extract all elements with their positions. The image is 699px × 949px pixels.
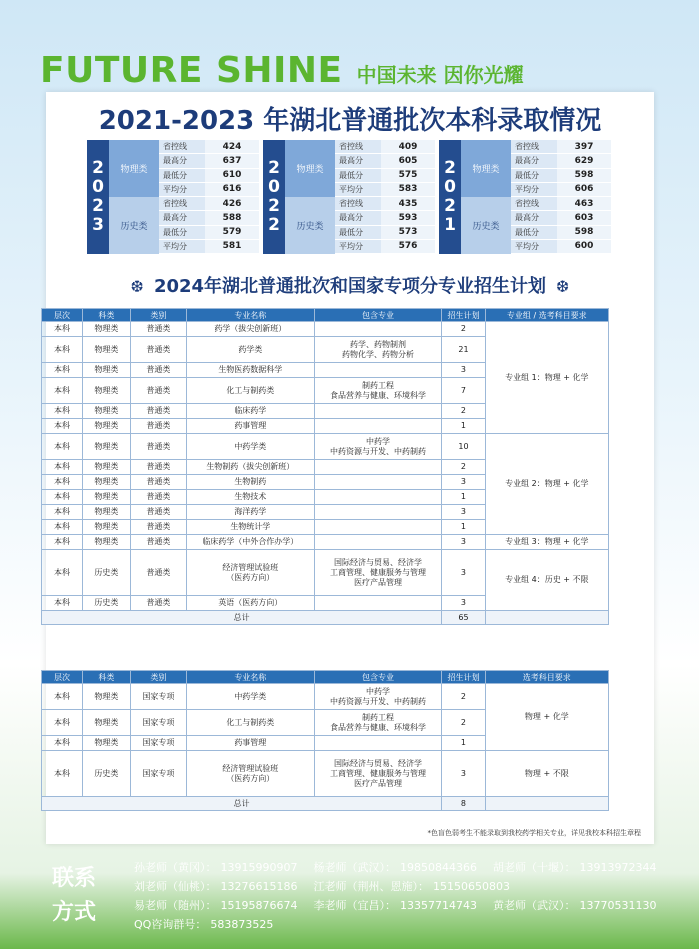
score-value: 593 [381,211,435,224]
type-cell: 普通类 [130,460,186,475]
score-value: 598 [557,169,611,182]
score-row [159,183,259,197]
type-cell: 国家专项 [130,684,186,710]
snowflake-icon: ❆ [556,277,570,296]
score-value: 616 [205,183,259,196]
includes-cell: 中药学 中药资源与开发、中药制药 [314,684,442,710]
major-cell: 临床药学（中外合作办学） [186,535,314,550]
level-cell: 本科 [42,404,83,419]
score-label: 平均分 [159,240,205,253]
contact-name: 杨老师（武汉）： [313,861,396,874]
history-groups [461,140,611,254]
score-label: 平均分 [511,183,557,196]
type-cell: 普通类 [130,475,186,490]
major-cell: 药事管理 [186,419,314,434]
subject-cell: 物理类 [83,520,131,535]
score-row [511,183,611,197]
count-cell: 2 [442,460,485,475]
score-label: 省控线 [335,197,381,210]
contact-name: QQ咨询群号： [134,918,207,931]
total-empty [485,611,608,625]
history-group [285,140,435,197]
major-cell: 英语（医药方向） [186,596,314,611]
table-row [42,684,609,710]
score-label: 最低分 [159,169,205,182]
level-cell: 本科 [42,337,83,363]
year-digit: 3 [92,215,104,235]
footnote: *色盲色弱考生不能录取到我校药学相关专业，详见我校本科招生章程 [427,829,641,837]
level-cell: 本科 [42,505,83,520]
score-row [511,154,611,168]
column-header: 科类 [83,309,131,322]
score-value: 397 [557,140,611,153]
score-row [159,154,259,168]
year-digit: 0 [444,177,456,197]
contact-phone: 13770531130 [579,899,657,912]
major-cell: 生物制药（拔尖创新班） [186,460,314,475]
major-cell: 临床药学 [186,404,314,419]
subject-cell: 物理类 [83,434,131,460]
count-cell: 1 [442,736,485,751]
subject-cell: 物理类 [83,419,131,434]
major-cell: 生物技术 [186,490,314,505]
score-rows [159,197,259,254]
contact-phone: 15195876674 [220,899,298,912]
score-label: 省控线 [159,140,205,153]
category-label: 物理类 [461,140,511,197]
type-cell: 普通类 [130,378,186,404]
score-row [159,197,259,211]
contact-section [0,852,699,949]
page-title: 2021-2023 年湖北普通批次本科录取情况 [98,106,602,136]
year-digit: 2 [268,158,280,178]
major-cell: 药学类 [186,337,314,363]
subject-cell: 物理类 [83,736,131,751]
score-value: 576 [381,240,435,253]
score-label: 省控线 [511,197,557,210]
category-label: 历史类 [461,197,511,254]
subject-cell: 历史类 [83,596,131,611]
major-cell: 经济管理试验班 （医药方向） [186,550,314,596]
history-groups [109,140,259,254]
score-row [335,140,435,154]
count-cell: 2 [442,404,485,419]
year-digit: 0 [92,177,104,197]
level-cell: 本科 [42,596,83,611]
score-rows [335,140,435,197]
score-rows [335,197,435,254]
column-header: 类别 [130,671,186,684]
brand-slogan: 中国未来 因你光耀 [356,63,524,87]
type-cell: 普通类 [130,434,186,460]
includes-cell [314,363,442,378]
history-block [439,140,611,254]
count-cell: 2 [442,684,485,710]
group-cell: 专业组 2：物理 + 化学 [485,434,608,535]
major-cell: 药学（拔尖创新班） [186,322,314,337]
contact-line [134,877,672,896]
contact-phone: 13357714743 [399,899,477,912]
score-value: 600 [557,240,611,253]
count-cell: 7 [442,378,485,404]
contact-label-line1: 联系 [52,866,97,891]
subject-cell: 物理类 [83,490,131,505]
contact-name: 易老师（随州）： [134,899,217,912]
includes-cell: 国际经济与贸易、经济学 工商管理、健康服务与管理 医疗产品管理 [314,751,442,797]
score-row [335,169,435,183]
score-label: 最高分 [511,154,557,167]
total-row [42,611,609,625]
includes-cell [314,460,442,475]
plan-header-row [42,309,609,322]
year-digit: 0 [268,177,280,197]
year-label [263,140,285,254]
score-label: 最低分 [335,169,381,182]
subject-cell: 物理类 [83,475,131,490]
score-row [335,226,435,240]
contact-lines [134,858,672,934]
history-group [461,140,611,197]
subject-cell: 物理类 [83,322,131,337]
column-header: 层次 [42,309,83,322]
type-cell: 普通类 [130,520,186,535]
count-cell: 1 [442,490,485,505]
brand-english: FUTURE SHINE [40,50,343,91]
count-cell: 10 [442,434,485,460]
score-label: 省控线 [335,140,381,153]
includes-cell [314,322,442,337]
contact-name: 孙老师（黄冈）： [134,861,217,874]
major-cell: 生物制药 [186,475,314,490]
table-row [42,322,609,337]
subject-cell: 历史类 [83,550,131,596]
contact-line [134,896,672,915]
year-label [87,140,109,254]
group-cell: 专业组 4：历史 + 不限 [485,550,608,611]
score-row [511,211,611,225]
column-header: 层次 [42,671,83,684]
plan-title [46,272,654,298]
level-cell: 本科 [42,460,83,475]
column-header: 招生计划 [442,309,485,322]
type-cell: 普通类 [130,550,186,596]
includes-cell: 中药学 中药资源与开发、中药制药 [314,434,442,460]
score-value: 610 [205,169,259,182]
year-digit: 2 [92,196,104,216]
score-row [511,140,611,154]
score-row [511,240,611,254]
major-cell: 中药学类 [186,434,314,460]
total-row [42,797,609,811]
score-value: 606 [557,183,611,196]
special-header-row [42,671,609,684]
score-row [511,226,611,240]
group-cell: 物理 + 化学 [485,684,608,751]
plan-table [41,308,609,625]
score-label: 平均分 [335,183,381,196]
score-row [335,183,435,197]
subject-cell: 物理类 [83,710,131,736]
year-digit: 2 [92,158,104,178]
level-cell: 本科 [42,751,83,797]
score-row [159,211,259,225]
contact-name: 黄老师（武汉）： [492,899,576,912]
count-cell: 3 [442,363,485,378]
type-cell: 国家专项 [130,710,186,736]
score-value: 424 [205,140,259,153]
includes-cell [314,596,442,611]
column-header: 专业名称 [186,309,314,322]
subject-cell: 物理类 [83,505,131,520]
type-cell: 国家专项 [130,736,186,751]
count-cell: 3 [442,751,485,797]
level-cell: 本科 [42,363,83,378]
table-row [42,434,609,460]
subject-cell: 物理类 [83,378,131,404]
score-value: 575 [381,169,435,182]
count-cell: 1 [442,419,485,434]
column-header: 选考科目要求 [485,671,608,684]
score-label: 最低分 [511,169,557,182]
level-cell: 本科 [42,475,83,490]
table-row [42,550,609,596]
level-cell: 本科 [42,378,83,404]
category-label: 物理类 [285,140,335,197]
score-value: 409 [381,140,435,153]
contact-line [134,858,672,877]
history-block [263,140,435,254]
count-cell: 3 [442,550,485,596]
score-value: 435 [381,197,435,210]
score-value: 579 [205,226,259,239]
total-label: 总计 [42,611,442,625]
column-header: 类别 [130,309,186,322]
major-cell: 化工与制药类 [186,710,314,736]
type-cell: 普通类 [130,419,186,434]
score-value: 598 [557,226,611,239]
table-row [42,751,609,797]
includes-cell: 药学、药物制剂 药物化学、药物分析 [314,337,442,363]
column-header: 招生计划 [442,671,485,684]
score-row [335,240,435,254]
column-header: 科类 [83,671,131,684]
count-cell: 21 [442,337,485,363]
history-group [285,197,435,254]
history-group [109,197,259,254]
score-value: 637 [205,154,259,167]
major-cell: 药事管理 [186,736,314,751]
contact-name: 胡老师（十堰）： [492,861,576,874]
subject-cell: 物理类 [83,363,131,378]
score-label: 省控线 [511,140,557,153]
subject-cell: 物理类 [83,337,131,363]
score-label: 平均分 [511,240,557,253]
type-cell: 普通类 [130,363,186,378]
level-cell: 本科 [42,736,83,751]
subject-cell: 历史类 [83,751,131,797]
count-cell: 1 [442,520,485,535]
contact-phone: 13913972344 [579,861,657,874]
includes-cell [314,520,442,535]
includes-cell [314,490,442,505]
score-label: 最低分 [511,226,557,239]
subject-cell: 物理类 [83,684,131,710]
subject-cell: 物理类 [83,460,131,475]
score-value: 426 [205,197,259,210]
count-cell: 2 [442,322,485,337]
major-cell: 中药学类 [186,684,314,710]
score-label: 省控线 [159,197,205,210]
contact-label [52,862,112,930]
score-label: 最低分 [335,226,381,239]
major-cell: 生物统计学 [186,520,314,535]
includes-cell [314,419,442,434]
score-label: 最高分 [159,154,205,167]
category-label: 历史类 [109,197,159,254]
history-group [109,140,259,197]
type-cell: 普通类 [130,490,186,505]
year-digit: 2 [444,158,456,178]
score-row [335,211,435,225]
type-cell: 普通类 [130,505,186,520]
level-cell: 本科 [42,684,83,710]
year-digit: 2 [444,196,456,216]
total-empty [485,797,608,811]
contact-label-line2: 方式 [52,900,97,925]
history-groups [285,140,435,254]
score-label: 最高分 [335,211,381,224]
includes-cell [314,535,442,550]
level-cell: 本科 [42,710,83,736]
major-cell: 生物医药数据科学 [186,363,314,378]
score-value: 603 [557,211,611,224]
contact-name: 李老师（宜昌）： [313,899,396,912]
major-cell: 化工与制药类 [186,378,314,404]
type-cell: 普通类 [130,404,186,419]
type-cell: 普通类 [130,535,186,550]
score-row [511,169,611,183]
column-header: 专业组 / 选考科目要求 [485,309,608,322]
total-count: 65 [442,611,485,625]
level-cell: 本科 [42,520,83,535]
history-group [461,197,611,254]
group-cell: 专业组 3：物理 + 化学 [485,535,608,550]
includes-cell [314,475,442,490]
score-value: 463 [557,197,611,210]
total-count: 8 [442,797,485,811]
type-cell: 国家专项 [130,751,186,797]
score-value: 629 [557,154,611,167]
group-cell: 物理 + 不限 [485,751,608,797]
contact-phone: 13276615186 [220,880,298,893]
score-rows [511,197,611,254]
contact-line [134,915,672,934]
column-header: 专业名称 [186,671,314,684]
score-row [159,240,259,254]
score-value: 588 [205,211,259,224]
year-label [439,140,461,254]
score-row [335,154,435,168]
score-label: 最高分 [335,154,381,167]
count-cell: 3 [442,475,485,490]
type-cell: 普通类 [130,322,186,337]
plan-title-text: 2024年湖北普通批次和国家专项分专业招生计划 [153,276,547,297]
count-cell: 3 [442,505,485,520]
history-block [87,140,259,254]
level-cell: 本科 [42,419,83,434]
snowflake-icon: ❆ [130,277,144,296]
type-cell: 普通类 [130,596,186,611]
year-digit: 2 [268,196,280,216]
includes-cell: 制药工程 食品营养与健康、环境科学 [314,378,442,404]
score-row [511,197,611,211]
score-label: 最低分 [159,226,205,239]
score-value: 581 [205,240,259,253]
group-cell: 专业组 1：物理 + 化学 [485,322,608,434]
level-cell: 本科 [42,490,83,505]
column-header: 包含专业 [314,671,442,684]
score-row [159,226,259,240]
score-row [159,140,259,154]
score-value: 583 [381,183,435,196]
contact-name: 刘老师（仙桃）： [134,880,217,893]
category-label: 物理类 [109,140,159,197]
score-value: 573 [381,226,435,239]
contact-phone: 19850844366 [399,861,477,874]
contact-phone: 15150650803 [432,880,510,893]
score-label: 平均分 [335,240,381,253]
major-cell: 海洋药学 [186,505,314,520]
score-value: 605 [381,154,435,167]
score-row [335,197,435,211]
contact-name: 江老师（荆州、恩施）： [313,880,429,893]
type-cell: 普通类 [130,337,186,363]
major-cell: 经济管理试验班 （医药方向） [186,751,314,797]
subject-cell: 物理类 [83,535,131,550]
includes-cell: 国际经济与贸易、经济学 工商管理、健康服务与管理 医疗产品管理 [314,550,442,596]
includes-cell [314,736,442,751]
score-label: 最高分 [511,211,557,224]
includes-cell [314,404,442,419]
score-rows [159,140,259,197]
special-table [41,670,609,811]
score-label: 平均分 [159,183,205,196]
level-cell: 本科 [42,434,83,460]
score-rows [511,140,611,197]
count-cell: 3 [442,596,485,611]
table-row [42,535,609,550]
score-label: 最高分 [159,211,205,224]
score-row [159,169,259,183]
level-cell: 本科 [42,322,83,337]
subject-cell: 物理类 [83,404,131,419]
contact-phone: 583873525 [210,918,274,931]
level-cell: 本科 [42,535,83,550]
includes-cell: 制药工程 食品营养与健康、环境科学 [314,710,442,736]
contact-phone: 13915990907 [220,861,298,874]
count-cell: 3 [442,535,485,550]
total-label: 总计 [42,797,442,811]
year-digit: 2 [268,215,280,235]
includes-cell [314,505,442,520]
category-label: 历史类 [285,197,335,254]
column-header: 包含专业 [314,309,442,322]
brand [40,50,524,92]
level-cell: 本科 [42,550,83,596]
year-digit: 1 [444,215,456,235]
count-cell: 2 [442,710,485,736]
